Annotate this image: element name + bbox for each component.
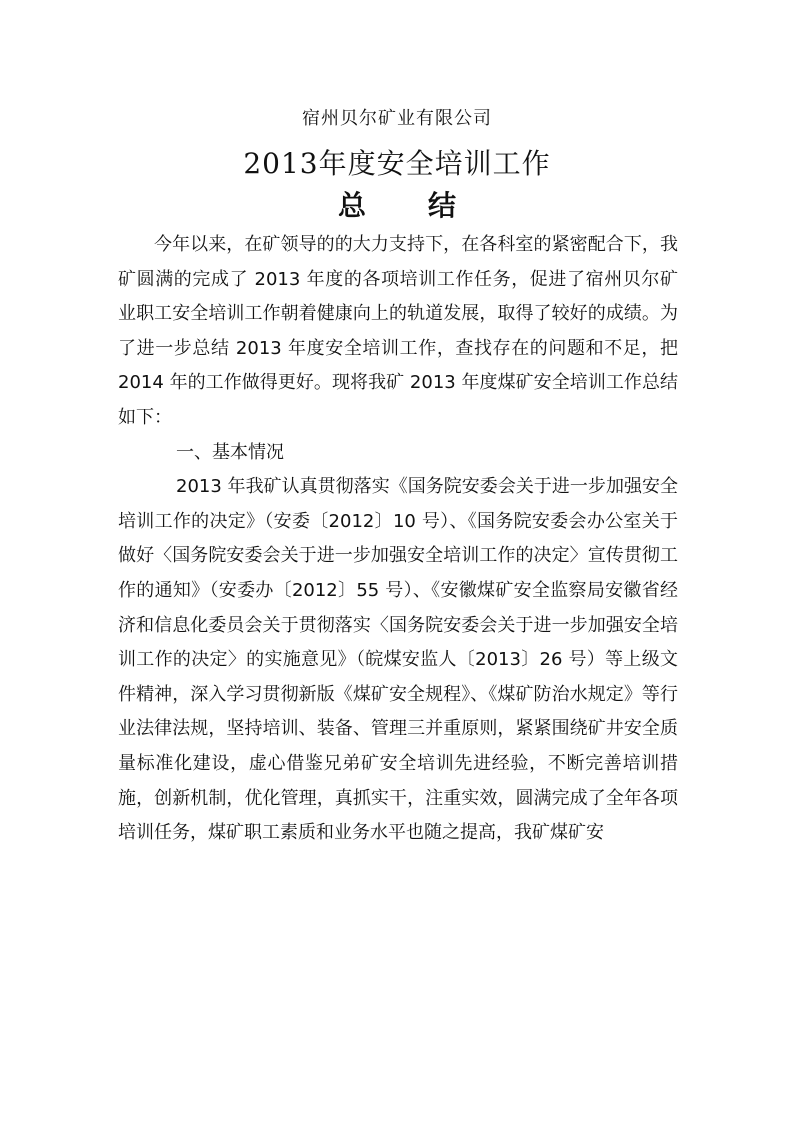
section-heading-basic-situation: 一、基本情况 bbox=[176, 441, 284, 463]
paragraph-intro: 今年以来，在矿领导的的大力支持下，在各科室的紧密配合下，我矿圆满的完成了 2013 年度的各项培训工作任务，促进了宿州贝尔矿业职工安全培训工作朝着健康向上的轨道发展，取得了较好的成绩。为了进一步总结 2013 年度安全培训工作，查找存在的问题和不足，把 2014 年的工作做得更好。现将我矿 2013 年度煤矿安全培训工作总结如下： bbox=[118, 234, 678, 428]
subtitle-char-left: 总 bbox=[337, 189, 366, 222]
company-name: 宿州贝尔矿业有限公司 bbox=[302, 108, 492, 129]
paragraph-basic-situation: 2013 年我矿认真贯彻落实《国务院安委会关于进一步加强安全培训工作的决定》（安委〔2012〕10 号）、《国务院安委会办公室关于做好〈国务院安委会关于进一步加强安全培训工作的决定〉宣传贯彻工作的通知》（安委办〔2012〕55 号）、《安徽煤矿安全监察局安徽省经济和信息化委员会关于贯彻落实〈国务院安委会关于进一步加强安全培训工作的决定〉的实施意见》（皖煤安监人〔2013〕26 号）等上级文件精神，深入学习贯彻新版《煤矿安全规程》、《煤矿防治水规定》等行业法律法规，坚持培训、装备、管理三并重原则，紧紧围绕矿井安全质量标准化建设，虚心借鉴兄弟矿安全培训先进经验，不断完善培训措施，创新机制，优化管理，真抓实干，注重实效，圆满完成了全年各项培训任务，煤矿职工素质和业务水平也随之提高，我矿煤矿安 bbox=[118, 476, 678, 844]
subtitle-char-right: 结 bbox=[428, 189, 457, 222]
document-body bbox=[118, 228, 678, 851]
document-title: 2013年度安全培训工作 bbox=[243, 147, 551, 180]
document-subtitle bbox=[0, 184, 794, 224]
